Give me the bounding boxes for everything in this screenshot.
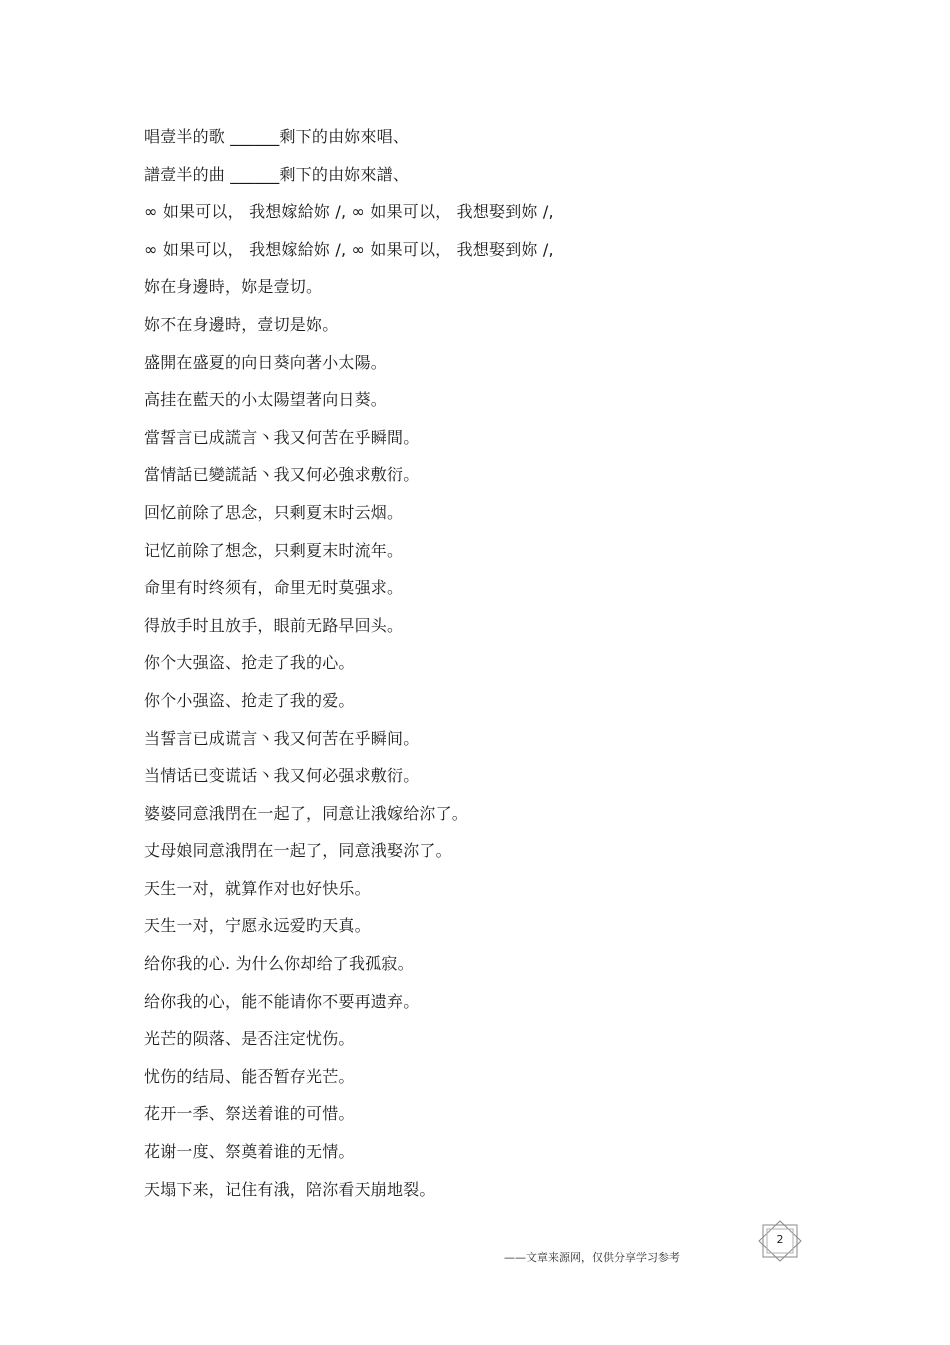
text-line: 光芒的陨落、是否注定忧伤。 [144, 1029, 355, 1049]
text-line: 回忆前除了思念，只剩夏末时云烟。 [144, 502, 404, 522]
text-line: 丈母娘同意涐閅在一起了，同意涐娶沵了。 [144, 841, 452, 861]
text-line: 當情話已變謊話丶我又何必強求敷衍。 [144, 465, 420, 485]
text-line: 花谢一度、祭奠着谁的无情。 [144, 1142, 355, 1162]
text-line: 高挂在藍天的小太陽望著向日葵。 [144, 390, 388, 410]
text-line: 记忆前除了想念，只剩夏末时流年。 [144, 540, 404, 560]
text-line: 当誓言已成谎言丶我又何苦在乎瞬间。 [144, 728, 420, 748]
text-line: 忧伤的结局、能否暂存光芒。 [144, 1066, 355, 1086]
text-line: 婆婆同意涐閅在一起了，同意让涐嫁给沵了。 [144, 803, 469, 823]
text-line: 当情话已变谎话丶我又何必强求敷衍。 [144, 766, 420, 786]
text-line: 花开一季、祭送着谁的可惜。 [144, 1104, 355, 1124]
text-line: 给你我的心，能不能请你不要再遗弃。 [144, 991, 420, 1011]
text-line: 盛開在盛夏的向日葵向著小太陽。 [144, 352, 388, 372]
text-line: 得放手时且放手，眼前无路早回头。 [144, 615, 404, 635]
text-line: 天生一对，宁愿永远爱旳天真。 [144, 916, 371, 936]
text-line: 當誓言已成謊言丶我又何苦在乎瞬間。 [144, 427, 420, 447]
text-line: 天塌下来，记住有涐，陪沵看天崩地裂。 [144, 1179, 436, 1199]
text-line: ∞ 如果可以， 我想嫁給妳 /, ∞ 如果可以， 我想娶到妳 /, [144, 239, 554, 259]
text-line: ∞ 如果可以， 我想嫁給妳 /, ∞ 如果可以， 我想娶到妳 /, [144, 202, 554, 222]
page-number-badge [757, 1220, 803, 1262]
source-note: ——文章来源网，仅供分享学习参考 [504, 1251, 680, 1264]
text-line: 给你我的心. 为什么你却给了我孤寂。 [144, 954, 414, 974]
text-line: 天生一对，就算作对也好快乐。 [144, 878, 371, 898]
text-lines [144, 118, 784, 1208]
text-line: 妳在身邊時，妳是壹切。 [144, 277, 323, 297]
page-number: 2 [776, 1233, 784, 1246]
text-line: 唱壹半的歌 ______剩下的由妳來唱、 [144, 127, 410, 146]
text-line: 命里有时终须有，命里无时莫强求。 [144, 578, 404, 598]
text-line: 你个小强盗、抢走了我的爱。 [144, 690, 355, 710]
text-line: 你个大强盗、抢走了我的心。 [144, 653, 355, 673]
text-line: 譜壹半的曲 ______剩下的由妳來譜、 [144, 164, 410, 184]
text-line: 妳不在身邊時，壹切是妳。 [144, 314, 339, 334]
